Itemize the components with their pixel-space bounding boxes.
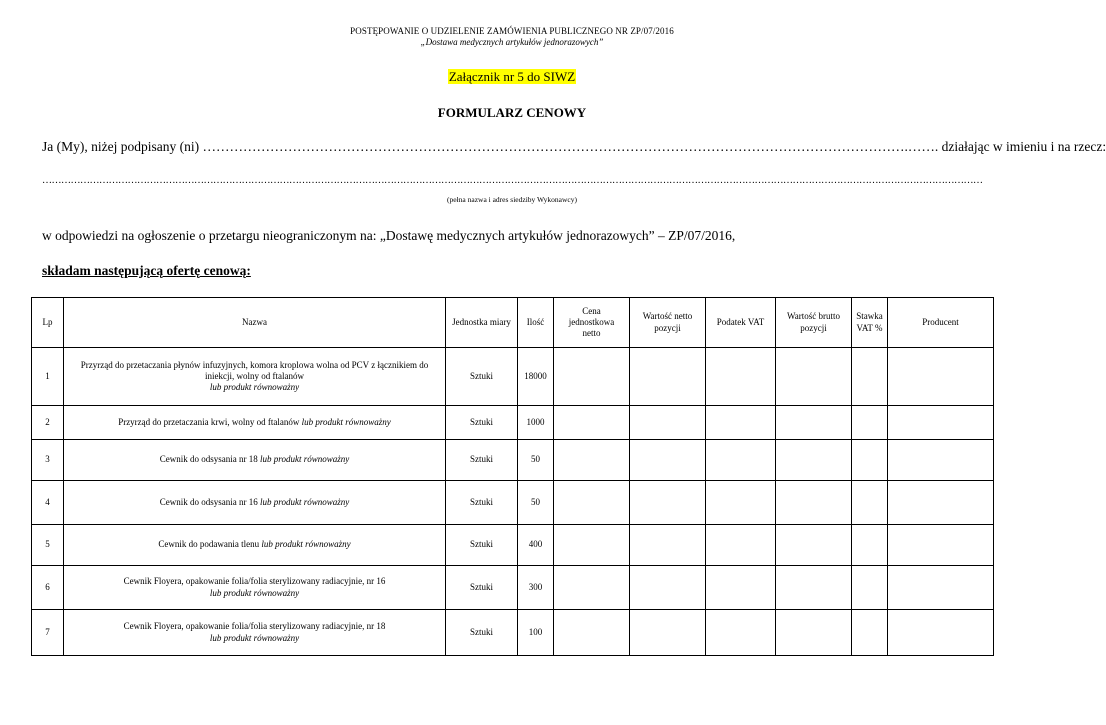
contractor-name-field[interactable]: ………………………………………………………………………………………………………………………………………………………………………………………………………………………………………………………………………: [42, 175, 983, 186]
item-name: Cewnik Floyera, opakowanie folia/folia sterylizowany radiacyjnie, nr 16: [123, 576, 386, 587]
cell-lp: 5: [32, 525, 64, 566]
cell-vat-input[interactable]: [706, 440, 776, 481]
cell-lp: 1: [32, 348, 64, 406]
cell-producer-input[interactable]: [888, 566, 994, 610]
cell-unit-price-input[interactable]: [554, 610, 630, 656]
response-text: w odpowiedzi na ogłoszenie o przetargu nieograniczonym na: „Dostawę medycznych artykułów jednorazowych” – ZP/07/2016,: [42, 228, 736, 243]
item-alt: lub produkt równoważny: [209, 587, 300, 598]
cell-net-value-input[interactable]: [630, 348, 706, 406]
table-row: [32, 525, 994, 566]
offer-heading: składam następującą ofertę cenową:: [42, 263, 251, 278]
cell-unit-price-input[interactable]: [554, 566, 630, 610]
header-qty: Ilość: [518, 298, 554, 348]
cell-qty: 50: [518, 481, 554, 525]
cell-vat-input[interactable]: [706, 610, 776, 656]
header-gross-value-line1: Wartość brutto: [786, 311, 840, 322]
item-alt: lub produkt równoważny: [209, 632, 300, 643]
cell-unit: Sztuki: [446, 406, 518, 440]
header-gross-value-line2: pozycji: [800, 322, 827, 333]
cell-lp: 3: [32, 440, 64, 481]
header-unit-price-line2: jednostkowa: [568, 316, 615, 327]
cell-qty: 50: [518, 440, 554, 481]
cell-producer-input[interactable]: [888, 406, 994, 440]
header-unit-price: [554, 298, 630, 348]
annex-label-highlight: Załącznik nr 5 do SIWZ: [448, 69, 576, 84]
cell-net-value-input[interactable]: [630, 440, 706, 481]
cell-gross-value-input[interactable]: [776, 481, 852, 525]
cell-lp: 7: [32, 610, 64, 656]
cell-unit-price-input[interactable]: [554, 406, 630, 440]
header-producer: Producent: [888, 298, 994, 348]
annex-label: [0, 69, 1024, 85]
cell-qty: 100: [518, 610, 554, 656]
header-vat-rate: [852, 298, 888, 348]
cell-name: [64, 610, 446, 656]
cell-lp: 6: [32, 566, 64, 610]
table-row: [32, 348, 994, 406]
item-alt: lub produkt równoważny: [301, 416, 391, 427]
table-row: [32, 566, 994, 610]
table-header-row: [32, 298, 994, 348]
cell-gross-value-input[interactable]: [776, 566, 852, 610]
cell-unit: Sztuki: [446, 525, 518, 566]
cell-producer-input[interactable]: [888, 440, 994, 481]
header-net-value-line2: pozycji: [654, 322, 681, 333]
cell-vat-input[interactable]: [706, 525, 776, 566]
price-table: [31, 297, 994, 656]
header-net-value: [630, 298, 706, 348]
cell-vat-input[interactable]: [706, 481, 776, 525]
cell-name: [64, 348, 446, 406]
cell-lp: 2: [32, 406, 64, 440]
declaration-suffix: działając w imieniu i na rzecz:: [938, 139, 1106, 154]
cell-qty: 400: [518, 525, 554, 566]
cell-net-value-input[interactable]: [630, 610, 706, 656]
cell-qty: 300: [518, 566, 554, 610]
header-lp: Lp: [32, 298, 64, 348]
signatory-name-field[interactable]: ………………………………………………………………………………………………………………………………………….…….: [202, 139, 939, 154]
cell-qty: 18000: [518, 348, 554, 406]
form-title: FORMULARZ CENOWY: [437, 105, 587, 120]
cell-gross-value-input[interactable]: [776, 440, 852, 481]
cell-net-value-input[interactable]: [630, 525, 706, 566]
header-unit: Jednostka miary: [446, 298, 518, 348]
header-name: Nazwa: [64, 298, 446, 348]
cell-vat-rate-input[interactable]: [852, 525, 888, 566]
cell-unit-price-input[interactable]: [554, 525, 630, 566]
cell-net-value-input[interactable]: [630, 406, 706, 440]
cell-qty: 1000: [518, 406, 554, 440]
item-alt: lub produkt równoważny: [209, 382, 300, 393]
header-unit-price-line3: netto: [582, 328, 601, 339]
table-row: [32, 440, 994, 481]
cell-vat-input[interactable]: [706, 406, 776, 440]
procedure-header: POSTĘPOWANIE O UDZIELENIE ZAMÓWIENIA PUBLICZNEGO NR ZP/07/2016: [350, 26, 674, 36]
cell-name: [64, 481, 446, 525]
cell-vat-rate-input[interactable]: [852, 406, 888, 440]
cell-vat-rate-input[interactable]: [852, 566, 888, 610]
cell-producer-input[interactable]: [888, 610, 994, 656]
header-vat-rate-line1: Stawka: [856, 311, 883, 322]
cell-vat-rate-input[interactable]: [852, 481, 888, 525]
cell-vat-rate-input[interactable]: [852, 610, 888, 656]
cell-producer-input[interactable]: [888, 348, 994, 406]
table-row: [32, 610, 994, 656]
cell-producer-input[interactable]: [888, 525, 994, 566]
header-net-value-line1: Wartość netto: [642, 311, 693, 322]
cell-gross-value-input[interactable]: [776, 406, 852, 440]
cell-name: [64, 566, 446, 610]
cell-net-value-input[interactable]: [630, 481, 706, 525]
cell-unit: Sztuki: [446, 610, 518, 656]
item-name: Cewnik do podawania tlenu: [158, 539, 260, 550]
header-unit-price-line1: Cena: [582, 305, 601, 316]
item-name: Cewnik Floyera, opakowanie folia/folia sterylizowany radiacyjnie, nr 18: [123, 621, 386, 632]
cell-unit: Sztuki: [446, 481, 518, 525]
cell-vat-input[interactable]: [706, 566, 776, 610]
table-row: [32, 481, 994, 525]
cell-vat-input[interactable]: [706, 348, 776, 406]
declaration-prefix: Ja (My), niżej podpisany (ni): [42, 139, 203, 154]
cell-producer-input[interactable]: [888, 481, 994, 525]
cell-unit: Sztuki: [446, 348, 518, 406]
cell-net-value-input[interactable]: [630, 566, 706, 610]
cell-gross-value-input[interactable]: [776, 348, 852, 406]
cell-gross-value-input[interactable]: [776, 610, 852, 656]
cell-gross-value-input[interactable]: [776, 525, 852, 566]
item-name: Przyrząd do przetaczania płynów infuzyjnych, komora kroplowa wolna od PCV z łącznikiem do iniekcji, wolny od ftalanów: [80, 359, 429, 381]
item-name: Cewnik do odsysania nr 18: [159, 454, 258, 465]
cell-name: [64, 440, 446, 481]
item-name: Przyrząd do przetaczania krwi, wolny od ftalanów: [118, 416, 300, 427]
cell-unit: Sztuki: [446, 440, 518, 481]
declaration-line: [42, 139, 1106, 155]
cell-name: [64, 525, 446, 566]
item-alt: lub produkt równoważny: [261, 539, 351, 550]
cell-name: [64, 406, 446, 440]
table-row: [32, 406, 994, 440]
header-gross-value: [776, 298, 852, 348]
cell-unit-price-input[interactable]: [554, 481, 630, 525]
cell-unit-price-input[interactable]: [554, 440, 630, 481]
cell-unit-price-input[interactable]: [554, 348, 630, 406]
cell-unit: Sztuki: [446, 566, 518, 610]
header-vat: Podatek VAT: [706, 298, 776, 348]
item-name: Cewnik do odsysania nr 16: [159, 496, 258, 507]
item-alt: lub produkt równoważny: [260, 454, 350, 465]
procedure-subject: „Dostawa medycznych artykułów jednorazowych”: [420, 37, 604, 47]
cell-vat-rate-input[interactable]: [852, 348, 888, 406]
item-alt: lub produkt równoważny: [260, 496, 350, 507]
contractor-caption: (pełna nazwa i adres siedziby Wykonawcy): [447, 195, 577, 204]
cell-vat-rate-input[interactable]: [852, 440, 888, 481]
cell-lp: 4: [32, 481, 64, 525]
header-vat-rate-line2: VAT %: [856, 322, 883, 333]
